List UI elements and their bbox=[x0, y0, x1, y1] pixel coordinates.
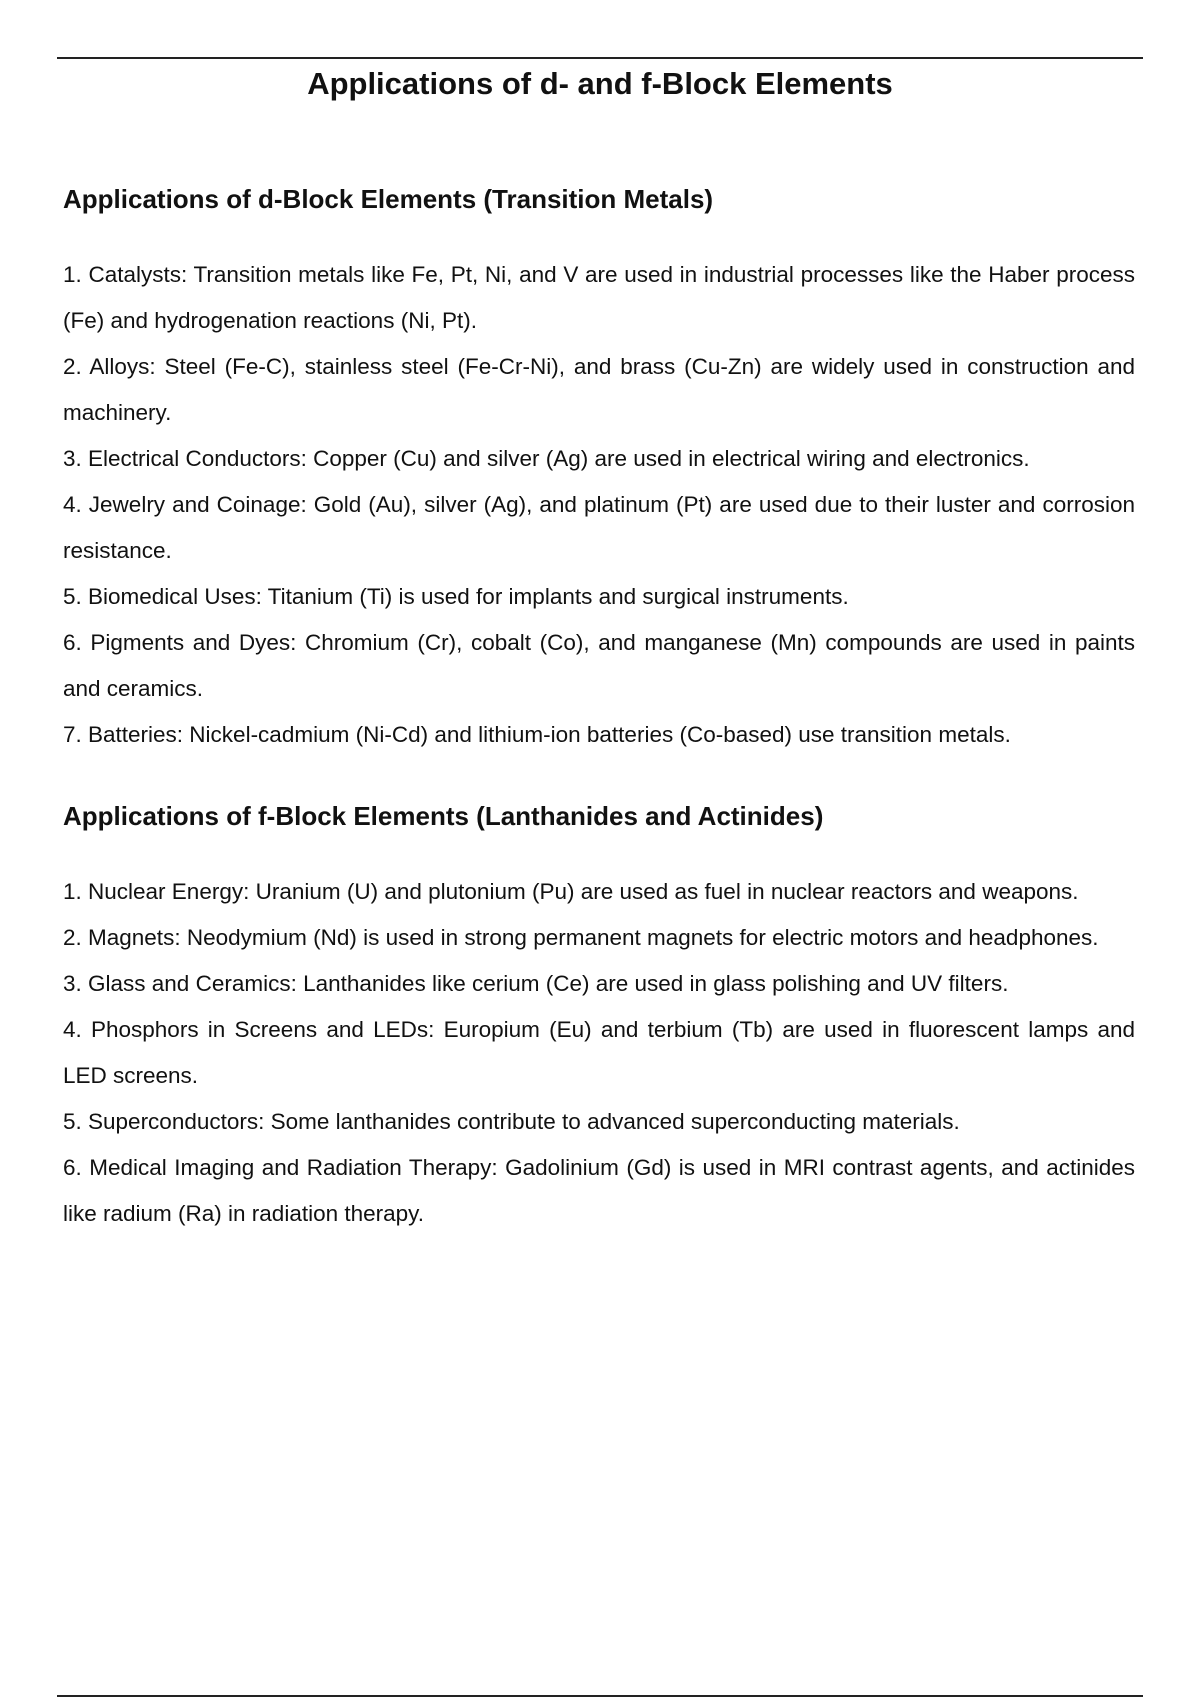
list-item: 5. Biomedical Uses: Titanium (Ti) is used for implants and surgical instruments. bbox=[63, 584, 849, 609]
list-item: 2. Alloys: Steel (Fe-C), stainless steel (Fe-Cr-Ni), and brass (Cu-Zn) are widely used in construction and machinery. bbox=[63, 354, 1135, 425]
list-item: 5. Superconductors: Some lanthanides contribute to advanced superconducting materials. bbox=[63, 1109, 960, 1134]
section-heading-d-block: Applications of d-Block Elements (Transition Metals) bbox=[63, 184, 714, 214]
list-item: 3. Glass and Ceramics: Lanthanides like cerium (Ce) are used in glass polishing and UV filters. bbox=[63, 971, 1009, 996]
list-item: 4. Jewelry and Coinage: Gold (Au), silver (Ag), and platinum (Pt) are used due to their luster and corrosion resistance. bbox=[63, 492, 1135, 563]
d-block-applications-list bbox=[63, 252, 1135, 758]
section-d-block bbox=[63, 180, 1135, 758]
list-item: 1. Catalysts: Transition metals like Fe, Pt, Ni, and V are used in industrial processes like the Haber process (Fe) and hydrogenation reactions (Ni, Pt). bbox=[63, 262, 1135, 333]
list-item: 1. Nuclear Energy: Uranium (U) and plutonium (Pu) are used as fuel in nuclear reactors and weapons. bbox=[63, 879, 1079, 904]
section-heading-f-block: Applications of f-Block Elements (Lanthanides and Actinides) bbox=[63, 801, 824, 831]
list-item: 3. Electrical Conductors: Copper (Cu) and silver (Ag) are used in electrical wiring and electronics. bbox=[63, 446, 1030, 471]
top-rule bbox=[57, 57, 1143, 59]
bottom-rule bbox=[57, 1695, 1143, 1697]
list-item: 4. Phosphors in Screens and LEDs: Europium (Eu) and terbium (Tb) are used in fluorescent lamps and LED screens. bbox=[63, 1017, 1135, 1088]
document-title: Applications of d- and f-Block Elements bbox=[307, 66, 893, 101]
section-f-block bbox=[63, 797, 1135, 1237]
list-item: 6. Pigments and Dyes: Chromium (Cr), cobalt (Co), and manganese (Mn) compounds are used in paints and ceramics. bbox=[63, 630, 1135, 701]
list-item: 7. Batteries: Nickel-cadmium (Ni-Cd) and lithium-ion batteries (Co-based) use transition metals. bbox=[63, 722, 1011, 747]
list-item: 2. Magnets: Neodymium (Nd) is used in strong permanent magnets for electric motors and headphones. bbox=[63, 925, 1099, 950]
f-block-applications-list bbox=[63, 869, 1135, 1237]
list-item: 6. Medical Imaging and Radiation Therapy: Gadolinium (Gd) is used in MRI contrast agents, and actinides like radium (Ra) in radiation therapy. bbox=[63, 1155, 1135, 1226]
